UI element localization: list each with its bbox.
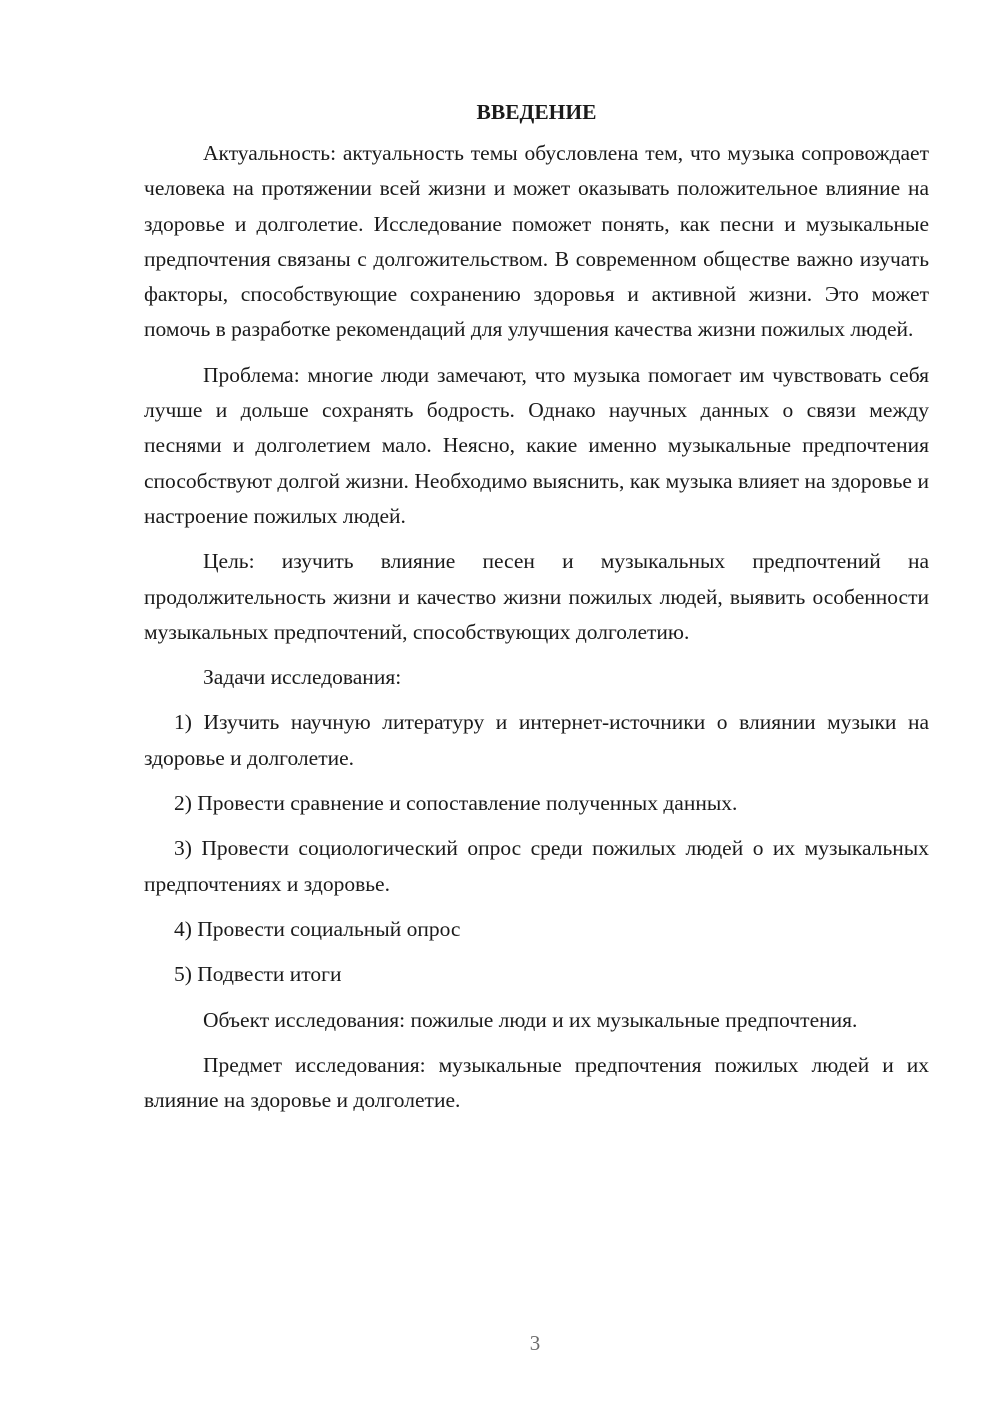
- task-item-3: 3) Провести социологический опрос среди пожилых людей о их музыкальных предпочтениях и здоровье.: [144, 836, 929, 896]
- object-paragraph: Объект исследования: пожилые люди и их музыкальные предпочтения.: [203, 1007, 858, 1032]
- subject-paragraph: Предмет исследования: музыкальные предпочтения пожилых людей и их влияние на здоровье и долголетие.: [144, 1052, 929, 1113]
- problem-paragraph: Проблема: многие люди замечают, что музыка помогает им чувствовать себя лучше и дольше сохранять бодрость. Однако научных данных о связи между песнями и долголетием мало. Неясно, какие именно музыкальные предпочтения способствуют долгой жизни. Необходимо выяснить, как музыка влияет на здоровье и настроение пожилых людей.: [144, 362, 929, 528]
- task-item-1: 1) Изучить научную литературу и интернет-источники о влиянии музыки на здоровье и долголетие.: [144, 710, 929, 770]
- document-page: [144, 96, 929, 1128]
- relevance-paragraph: Актуальность: актуальность темы обусловлена тем, что музыка сопровождает человека на протяжении всей жизни и может оказывать положительное влияние на здоровье и долголетие. Исследование поможет понять, как песни и музыкальные предпочтения связаны с долгожительством. В современном обществе важно изучать факторы, способствующие сохранению здоровья и активной жизни. Это может помочь в разработке рекомендаций для улучшения качества жизни пожилых людей.: [144, 141, 929, 342]
- task-item-5: 5) Подвести итоги: [174, 962, 342, 987]
- task-item-4: 4) Провести социальный опрос: [174, 916, 461, 941]
- section-heading: ВВЕДЕНИЕ: [476, 100, 597, 124]
- tasks-title: Задачи исследования:: [203, 665, 402, 690]
- goal-paragraph: Цель: изучить влияние песен и музыкальных предпочтений на продолжительность жизни и качество жизни пожилых людей, выявить особенности музыкальных предпочтений, способствующих долголетию.: [144, 549, 929, 644]
- task-item-2: 2) Провести сравнение и сопоставление полученных данных.: [174, 791, 738, 816]
- page-number: 3: [529, 1331, 541, 1355]
